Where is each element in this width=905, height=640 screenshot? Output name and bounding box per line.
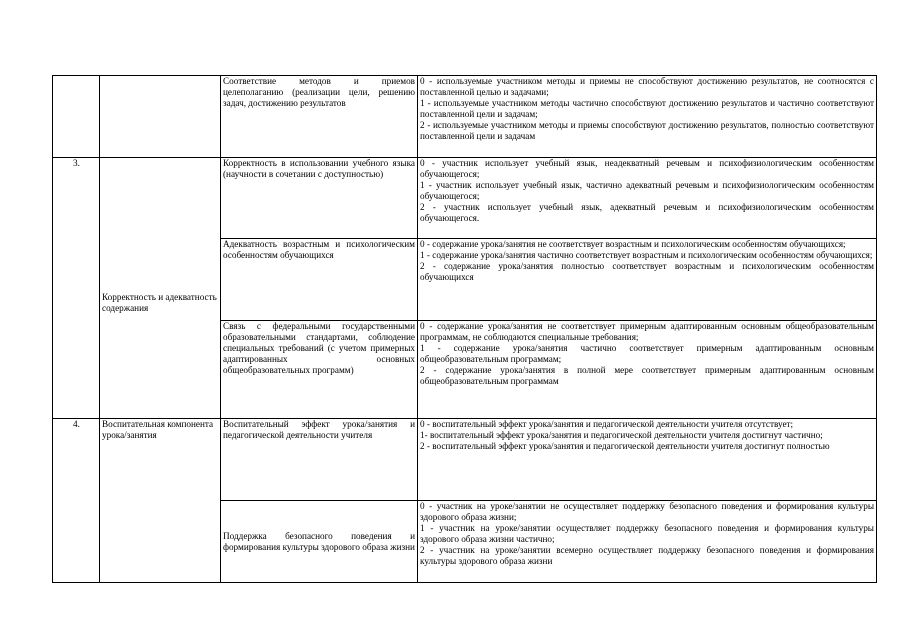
scale-cell xyxy=(418,419,877,501)
criterion-name: Воспитательная компонента урока/занятия xyxy=(100,419,221,583)
scale-cell xyxy=(418,239,877,321)
scale-item: 0 - воспитательный эффект урока/занятия и педагогической деятельности учителя отсутствует; xyxy=(420,419,794,429)
criterion-number: 4. xyxy=(53,419,100,583)
scale-item: 2 - участник использует учебный язык, адекватный речевым и психофизиологическим особенностям обучающегося. xyxy=(420,201,874,223)
scale-item: 0 - содержание урока/занятия не соответствует примерным адаптированным основным общеобразовательным программам, не соблюдаются специальные требования; xyxy=(420,321,874,342)
criterion-name-text: Корректность и адекватность содержания xyxy=(102,292,217,313)
scale-item: 1 - участник на уроке/занятии осуществляет поддержку безопасного поведения и формирования культуры здорового образа жизни частично; xyxy=(420,522,874,544)
table-row xyxy=(53,158,877,239)
indicator-cell: Поддержка безопасного поведения и формирования культуры здорового образа жизни xyxy=(221,501,418,583)
criterion-number: 3. xyxy=(53,158,100,419)
scale-cell xyxy=(418,501,877,583)
scale-cell xyxy=(418,321,877,419)
criterion-name xyxy=(100,158,221,419)
scale-item: 0 - участник использует учебный язык, неадекватный речевым и психофизиологическим особенностям обучающегося; xyxy=(420,158,874,179)
criterion-number-cell xyxy=(53,76,100,158)
table-row xyxy=(53,419,877,501)
scale-item: 0 - участник на уроке/занятии не осуществляет поддержку безопасного поведения и формирования культуры здорового образа жизни; xyxy=(420,501,874,522)
scale-item: 1 - содержание урока/занятия частично соответствует возрастным и психологическим особенностям обучающихся; xyxy=(420,249,873,260)
scale-item: 1 - используемые участником методы частично способствуют достижению результатов и частично соответствуют поставленной цели и задачам; xyxy=(420,97,874,119)
scale-cell xyxy=(418,158,877,239)
criterion-name-cell xyxy=(100,76,221,158)
scale-item: 2 - участник на уроке/занятии всемерно осуществляет поддержку безопасного поведения и формирования культуры здорового образа жизни xyxy=(420,544,874,566)
scale-item: 2 - содержание урока/занятия полностью соответствует возрастным и психологическим особенностям обучающихся xyxy=(420,260,874,282)
scale-item: 0 - содержание урока/занятия не соответствует возрастным и психологическим особенностям обучающихся; xyxy=(420,239,846,249)
scale-item: 0 - используемые участником методы и приемы не способствуют достижению результатов, не соотносятся с поставленной целью и задачами; xyxy=(420,76,874,97)
scale-item: 2 - используемые участником методы и приемы способствуют достижению результатов, полностью соответствуют поставленной цели и задачам xyxy=(420,119,874,141)
scale-item: 1 - содержание урока/занятия частично соответствует примерным адаптированным основным общеобразовательным программам; xyxy=(420,342,874,364)
criteria-table xyxy=(52,75,877,583)
indicator-cell: Связь с федеральными государственными образовательными стандартами, соблюдение специальных требований (с учетом примерных адаптированных основных общеобразовательных программ) xyxy=(221,321,418,419)
scale-item: 1 - участник использует учебный язык, частично адекватный речевым и психофизиологическим особенностям обучающегося; xyxy=(420,179,874,201)
table-row xyxy=(53,76,877,158)
scale-item: 2 - содержание урока/занятия в полной мере соответствует примерным адаптированным основным общеобразовательным программам xyxy=(420,364,874,386)
scale-item: 2 - воспитательный эффект урока/занятия и педагогической деятельности учителя достигнут полностью xyxy=(420,440,830,451)
indicator-cell: Корректность в использовании учебного языка (научности в сочетании с доступностью) xyxy=(221,158,418,239)
indicator-cell: Соответствие методов и приемов целеполаганию (реализации цели, решению задач, достижению результатов xyxy=(221,76,418,158)
indicator-cell: Адекватность возрастным и психологическим особенностям обучающихся xyxy=(221,239,418,321)
scale-item: 1- воспитательный эффект урока/занятия и педагогической деятельности учителя достигнут частично; xyxy=(420,429,823,440)
indicator-cell: Воспитательный эффект урока/занятия и педагогической деятельности учителя xyxy=(221,419,418,501)
scale-cell xyxy=(418,76,877,158)
